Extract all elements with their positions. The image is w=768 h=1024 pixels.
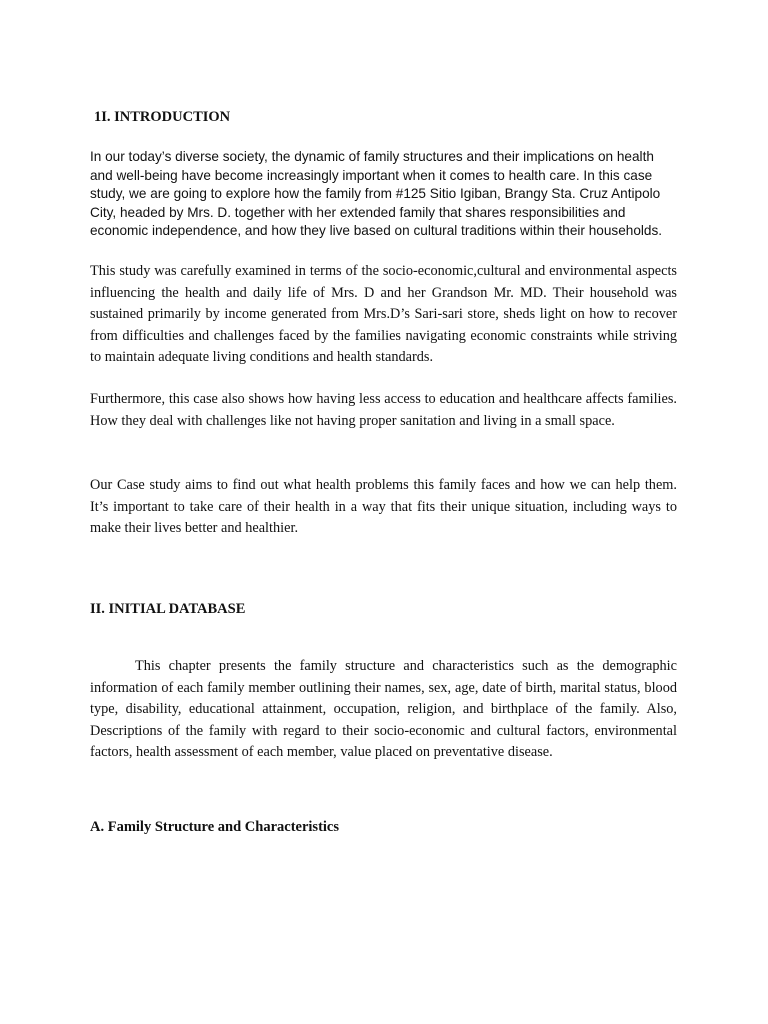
introduction-heading: 1I. INTRODUCTION (94, 109, 231, 125)
introduction-paragraph-2: This study was carefully examined in terms of the socio-economic,cultural and environmental aspects influencing the health and daily life of Mrs. D and her Grandson Mr. MD. Their household was sustained primarily by income generated from Mrs.D’s Sari-sari store, sheds light on how to recover from difficulties and challenges faced by the families navigating economic constraints while striving to maintain adequate living conditions and health standards. (90, 263, 677, 366)
introduction-paragraph-1: In our today’s diverse society, the dynamic of family structures and their implications on health and well-being have become increasingly important when it comes to health care. In this case study, we are going to explore how the family from #125 Sitio Igiban, Brangy Sta. Cruz Antipolo City, headed by Mrs. D. together with her extended family that shares responsibilities and economic independence, and how they live based on cultural traditions within their households. (90, 149, 663, 239)
initial-database-heading: II. INITIAL DATABASE (90, 601, 246, 617)
initial-database-paragraph: This chapter presents the family structure and characteristics such as the demographic information of each family member outlining their names, sex, age, date of birth, marital status, blood type, disability, educational attainment, occupation, religion, and birthplace of the family. Also, Descriptions of the family with regard to their socio-economic and cultural factors, environmental factors, health assessment of each member, value placed on preventative disease. (90, 658, 677, 761)
family-structure-heading: A. Family Structure and Characteristics (90, 819, 340, 835)
introduction-paragraph-4: Our Case study aims to find out what health problems this family faces and how we can help them. It’s important to take care of their health in a way that fits their unique situation, including ways to make their lives better and healthier. (90, 477, 677, 537)
introduction-paragraph-3: Furthermore, this case also shows how having less access to education and healthcare affects families. How they deal with challenges like not having proper sanitation and living in a small space. (90, 391, 677, 429)
